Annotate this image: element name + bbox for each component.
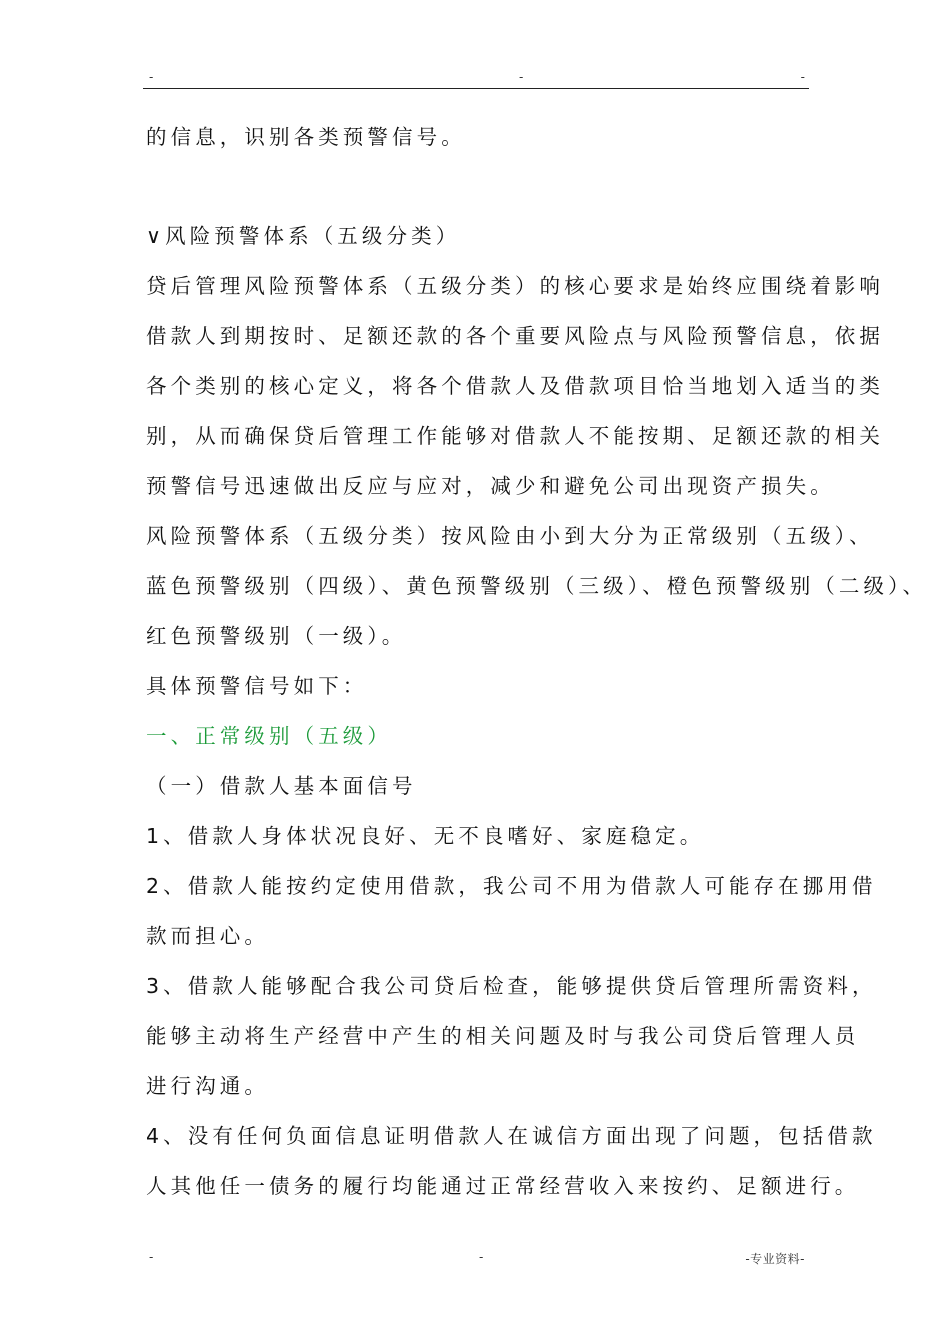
para1-line: 贷后管理风险预警体系（五级分类）的核心要求是始终应围绕着影响 [146,274,884,298]
item3-line: 能够主动将生产经营中产生的相关问题及时与我公司贷后管理人员 [146,1024,860,1048]
header-center-mark: - [519,70,524,84]
document-body [146,112,928,1211]
header-left-mark: - [149,70,154,84]
para1-line: 预警信号迅速做出反应与应对，减少和避免公司出现资产损失。 [146,474,835,498]
sub-heading: （一）借款人基本面信号 [146,774,417,798]
header-divider [143,88,809,89]
continuation-text: 的信息，识别各类预警信号。 [146,125,466,149]
para2-line: 风险预警体系（五级分类）按风险由小到大分为正常级别（五级）、 [146,524,874,548]
item1-line: 1、借款人身体状况良好、无不良嗜好、家庭稳定。 [146,824,705,848]
para1-line: 借款人到期按时、足额还款的各个重要风险点与风险预警信息，依据 [146,324,884,348]
section-title: ∨风险预警体系（五级分类） [146,224,461,248]
footer-label: -专业资料- [745,1252,805,1266]
header-right-mark: - [800,70,805,84]
page-header [143,70,809,88]
item3-line: 3、借款人能够配合我公司贷后检查，能够提供贷后管理所需资料， [146,974,877,998]
item4-line: 人其他任一债务的履行均能通过正常经营收入来按约、足额进行。 [146,1174,860,1198]
item2-line: 款而担心。 [146,924,269,948]
level-heading: 一、正常级别（五级） [146,724,392,748]
item4-line: 4、没有任何负面信息证明借款人在诚信方面出现了问题，包括借款 [146,1124,877,1148]
item2-line: 2、借款人能按约定使用借款，我公司不用为借款人可能存在挪用借 [146,874,877,898]
para1-line: 各个类别的核心定义，将各个借款人及借款项目恰当地划入适当的类 [146,374,884,398]
intro-text: 具体预警信号如下： [146,674,368,698]
para2-line: 红色预警级别（一级）。 [146,624,407,648]
footer-left-mark: - [149,1250,154,1264]
para2-line: 蓝色预警级别（四级）、黄色预警级别（三级）、橙色预警级别（二级）、 [146,574,928,598]
footer-center-mark: - [479,1250,484,1264]
paragraph-gap [146,162,810,211]
para1-line: 别，从而确保贷后管理工作能够对借款人不能按期、足额还款的相关 [146,424,884,448]
item3-line: 进行沟通。 [146,1074,269,1098]
page-footer [143,1250,809,1268]
